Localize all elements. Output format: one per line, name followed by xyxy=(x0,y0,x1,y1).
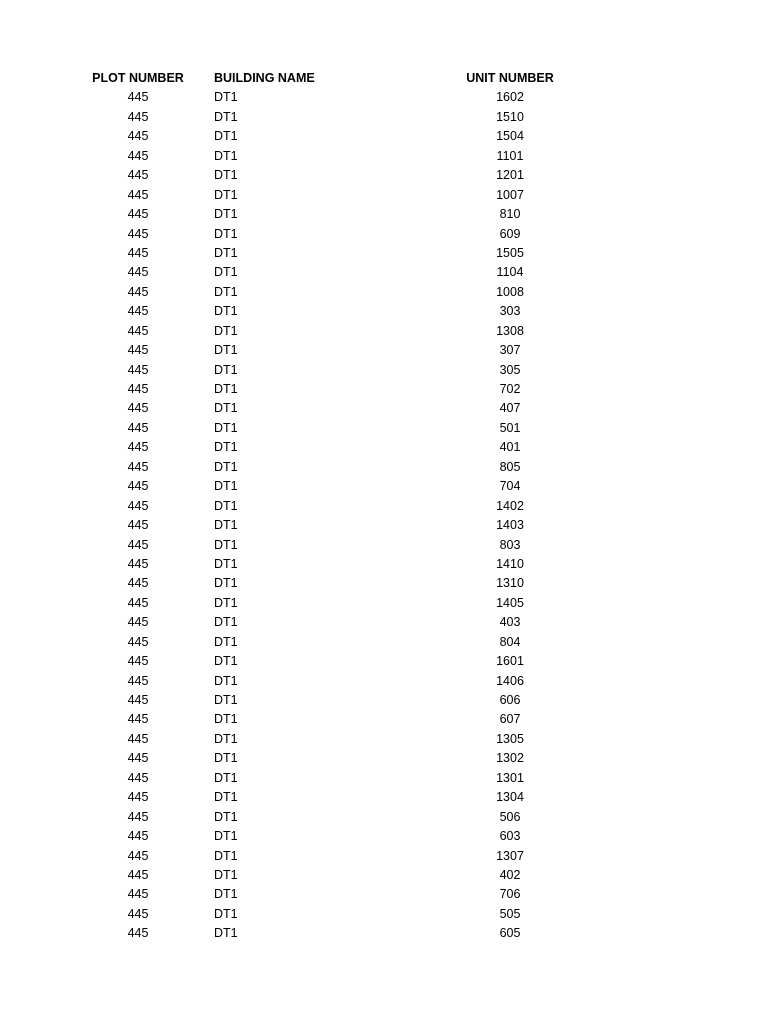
building-name-cell: DT1 xyxy=(214,576,238,591)
unit-number-cell: 506 xyxy=(499,809,521,824)
table-row xyxy=(0,555,768,574)
building-name-cell: DT1 xyxy=(214,343,238,358)
table-row xyxy=(0,380,768,399)
plot-number-cell: 445 xyxy=(127,459,149,474)
plot-number-cell: 445 xyxy=(127,304,149,319)
building-name-cell: DT1 xyxy=(214,148,238,163)
unit-number-cell: 804 xyxy=(499,634,521,649)
plot-number-cell: 445 xyxy=(127,595,149,610)
plot-number-cell: 445 xyxy=(127,148,149,163)
unit-number-cell: 1510 xyxy=(496,109,524,124)
plot-number-cell: 445 xyxy=(127,479,149,494)
table-row xyxy=(0,497,768,516)
table-row xyxy=(0,341,768,360)
table-row xyxy=(0,905,768,924)
plot-number-cell: 445 xyxy=(127,829,149,844)
unit-number-cell: 307 xyxy=(499,343,521,358)
unit-number-cell: 1410 xyxy=(496,556,524,571)
plot-number-cell: 445 xyxy=(127,556,149,571)
unit-number-cell: 606 xyxy=(499,693,521,707)
table-row xyxy=(0,613,768,632)
plot-number-cell: 445 xyxy=(127,284,149,299)
plot-number-cell: 445 xyxy=(127,382,149,396)
table-body xyxy=(0,88,768,943)
unit-number-cell: 402 xyxy=(499,867,521,882)
building-name-cell: DT1 xyxy=(214,712,238,727)
unit-number-cell: 401 xyxy=(499,440,521,455)
unit-number-cell: 704 xyxy=(499,479,521,494)
plot-number-cell: 445 xyxy=(127,401,149,416)
table-row xyxy=(0,652,768,671)
building-name-cell: DT1 xyxy=(214,731,238,746)
building-name-cell: DT1 xyxy=(214,634,238,649)
plot-number-cell: 445 xyxy=(127,654,149,669)
plot-number-cell: 445 xyxy=(127,518,149,533)
plot-number-cell: 445 xyxy=(127,226,149,241)
table-row xyxy=(0,710,768,729)
unit-number-cell: 1403 xyxy=(496,518,524,533)
unit-number-cell: 1505 xyxy=(496,245,524,260)
plot-number-cell: 445 xyxy=(127,731,149,746)
table-row xyxy=(0,88,768,107)
building-name-cell: DT1 xyxy=(214,207,238,222)
table-row xyxy=(0,866,768,885)
table-row xyxy=(0,283,768,302)
building-name-cell: DT1 xyxy=(214,187,238,202)
building-name-cell: DT1 xyxy=(214,479,238,494)
building-name-cell: DT1 xyxy=(214,654,238,669)
building-name-cell: DT1 xyxy=(214,304,238,319)
plot-number-cell: 445 xyxy=(127,673,149,688)
building-name-cell: DT1 xyxy=(214,770,238,785)
table-row xyxy=(0,166,768,185)
building-name-cell: DT1 xyxy=(214,693,238,707)
building-name-cell: DT1 xyxy=(214,129,238,144)
table-row xyxy=(0,672,768,691)
plot-number-cell: 445 xyxy=(127,90,149,105)
plot-number-cell: 445 xyxy=(127,576,149,591)
plot-number-cell: 445 xyxy=(127,848,149,863)
table-row xyxy=(0,633,768,652)
table-row xyxy=(0,399,768,418)
table-row xyxy=(0,691,768,710)
unit-number-cell: 706 xyxy=(499,887,521,902)
table-row xyxy=(0,302,768,321)
building-name-cell: DT1 xyxy=(214,498,238,513)
plot-number-cell: 445 xyxy=(127,245,149,260)
table-row xyxy=(0,885,768,904)
building-name-cell: DT1 xyxy=(214,382,238,396)
unit-number-cell: 1308 xyxy=(496,323,524,338)
unit-number-cell: 305 xyxy=(499,362,521,377)
unit-table xyxy=(0,69,768,944)
table-row xyxy=(0,244,768,263)
plot-number-cell: 445 xyxy=(127,809,149,824)
table-row xyxy=(0,147,768,166)
plot-number-cell: 445 xyxy=(127,615,149,630)
unit-number-cell: 303 xyxy=(499,304,521,319)
table-row xyxy=(0,594,768,613)
plot-number-cell: 445 xyxy=(127,187,149,202)
unit-number-cell: 407 xyxy=(499,401,521,416)
plot-number-cell: 445 xyxy=(127,634,149,649)
unit-number-cell: 505 xyxy=(499,906,521,921)
table-header-row xyxy=(0,69,768,88)
plot-number-cell: 445 xyxy=(127,926,149,941)
unit-number-cell: 609 xyxy=(499,226,521,241)
building-name-cell: DT1 xyxy=(214,848,238,863)
building-name-cell: DT1 xyxy=(214,829,238,844)
unit-number-cell: 501 xyxy=(499,420,521,435)
table-row xyxy=(0,788,768,807)
plot-number-cell: 445 xyxy=(127,537,149,552)
table-row xyxy=(0,847,768,866)
unit-number-cell: 1007 xyxy=(496,187,524,202)
unit-number-cell: 1307 xyxy=(496,848,524,863)
unit-number-cell: 805 xyxy=(499,459,521,474)
header-plot-number: PLOT NUMBER xyxy=(92,71,184,85)
building-name-cell: DT1 xyxy=(214,226,238,241)
table-row xyxy=(0,263,768,282)
building-name-cell: DT1 xyxy=(214,265,238,280)
plot-number-cell: 445 xyxy=(127,168,149,183)
building-name-cell: DT1 xyxy=(214,751,238,766)
building-name-cell: DT1 xyxy=(214,906,238,921)
table-row xyxy=(0,127,768,146)
unit-number-cell: 702 xyxy=(499,382,521,396)
building-name-cell: DT1 xyxy=(214,537,238,552)
plot-number-cell: 445 xyxy=(127,906,149,921)
plot-number-cell: 445 xyxy=(127,867,149,882)
plot-number-cell: 445 xyxy=(127,362,149,377)
plot-number-cell: 445 xyxy=(127,712,149,727)
plot-number-cell: 445 xyxy=(127,440,149,455)
unit-number-cell: 607 xyxy=(499,712,521,727)
table-row xyxy=(0,458,768,477)
unit-number-cell: 603 xyxy=(499,829,521,844)
table-row xyxy=(0,827,768,846)
plot-number-cell: 445 xyxy=(127,265,149,280)
unit-number-cell: 803 xyxy=(499,537,521,552)
table-row xyxy=(0,225,768,244)
plot-number-cell: 445 xyxy=(127,693,149,707)
plot-number-cell: 445 xyxy=(127,129,149,144)
header-unit-number: UNIT NUMBER xyxy=(466,71,554,85)
table-row xyxy=(0,322,768,341)
unit-number-cell: 1402 xyxy=(496,498,524,513)
table-row xyxy=(0,749,768,768)
building-name-cell: DT1 xyxy=(214,168,238,183)
table-row xyxy=(0,186,768,205)
unit-number-cell: 1602 xyxy=(496,90,524,105)
table-row xyxy=(0,419,768,438)
plot-number-cell: 445 xyxy=(127,498,149,513)
table-row xyxy=(0,924,768,943)
table-row xyxy=(0,477,768,496)
building-name-cell: DT1 xyxy=(214,362,238,377)
unit-number-cell: 1008 xyxy=(496,284,524,299)
header-building-name: BUILDING NAME xyxy=(214,71,315,85)
table-row xyxy=(0,205,768,224)
building-name-cell: DT1 xyxy=(214,323,238,338)
building-name-cell: DT1 xyxy=(214,887,238,902)
plot-number-cell: 445 xyxy=(127,207,149,222)
table-row xyxy=(0,574,768,593)
table-row xyxy=(0,516,768,535)
building-name-cell: DT1 xyxy=(214,673,238,688)
table-row xyxy=(0,769,768,788)
building-name-cell: DT1 xyxy=(214,459,238,474)
unit-number-cell: 1301 xyxy=(496,770,524,785)
building-name-cell: DT1 xyxy=(214,615,238,630)
unit-number-cell: 1405 xyxy=(496,595,524,610)
building-name-cell: DT1 xyxy=(214,595,238,610)
table-row xyxy=(0,730,768,749)
plot-number-cell: 445 xyxy=(127,790,149,805)
building-name-cell: DT1 xyxy=(214,867,238,882)
unit-number-cell: 1305 xyxy=(496,731,524,746)
table-row xyxy=(0,536,768,555)
building-name-cell: DT1 xyxy=(214,790,238,805)
plot-number-cell: 445 xyxy=(127,420,149,435)
building-name-cell: DT1 xyxy=(214,401,238,416)
plot-number-cell: 445 xyxy=(127,770,149,785)
unit-number-cell: 1104 xyxy=(496,265,524,280)
building-name-cell: DT1 xyxy=(214,109,238,124)
building-name-cell: DT1 xyxy=(214,420,238,435)
unit-number-cell: 403 xyxy=(499,615,521,630)
unit-number-cell: 1504 xyxy=(496,129,524,144)
unit-number-cell: 1601 xyxy=(496,654,524,669)
building-name-cell: DT1 xyxy=(214,518,238,533)
table-row xyxy=(0,438,768,457)
unit-number-cell: 1406 xyxy=(496,673,524,688)
unit-number-cell: 1101 xyxy=(496,148,524,163)
plot-number-cell: 445 xyxy=(127,109,149,124)
unit-number-cell: 1304 xyxy=(496,790,524,805)
building-name-cell: DT1 xyxy=(214,926,238,941)
plot-number-cell: 445 xyxy=(127,323,149,338)
building-name-cell: DT1 xyxy=(214,245,238,260)
building-name-cell: DT1 xyxy=(214,90,238,105)
building-name-cell: DT1 xyxy=(214,556,238,571)
unit-number-cell: 810 xyxy=(499,207,521,222)
plot-number-cell: 445 xyxy=(127,343,149,358)
unit-number-cell: 1302 xyxy=(496,751,524,766)
unit-number-cell: 1201 xyxy=(496,168,524,183)
plot-number-cell: 445 xyxy=(127,751,149,766)
table-row xyxy=(0,361,768,380)
building-name-cell: DT1 xyxy=(214,284,238,299)
building-name-cell: DT1 xyxy=(214,809,238,824)
table-row xyxy=(0,108,768,127)
plot-number-cell: 445 xyxy=(127,887,149,902)
table-row xyxy=(0,808,768,827)
unit-number-cell: 605 xyxy=(499,926,521,941)
unit-number-cell: 1310 xyxy=(496,576,524,591)
building-name-cell: DT1 xyxy=(214,440,238,455)
